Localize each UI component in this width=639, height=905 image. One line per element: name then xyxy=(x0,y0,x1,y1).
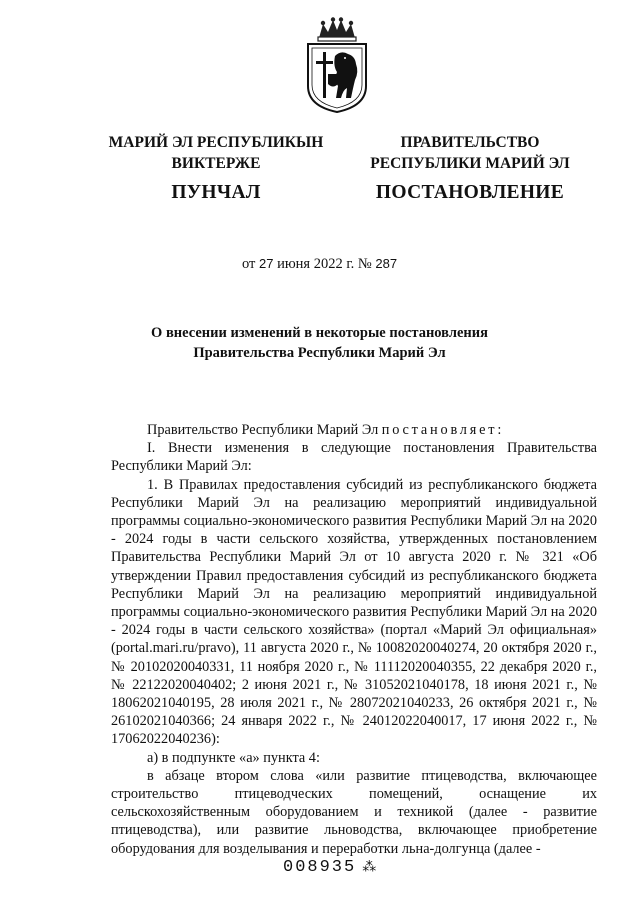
date-month-year: июня 2022 г. № xyxy=(277,256,372,272)
subitem-a-paragraph: а) в подпункте «а» пункта 4: xyxy=(147,749,320,766)
serial-number: 008935 xyxy=(283,858,357,877)
document-date xyxy=(0,256,639,273)
header-right-block xyxy=(345,132,595,206)
header-right-line1: ПРАВИТЕЛЬСТВО xyxy=(400,134,540,151)
title-line1: О внесении изменений в некоторые постановления xyxy=(151,325,488,341)
preamble-text: Правительство Республики Марий Эл xyxy=(147,422,382,438)
preamble-decree-word: постановляет xyxy=(381,422,498,438)
header-left-block xyxy=(96,132,336,206)
item-one-paragraph: 1. В Правилах предоставления субсидий из республиканского бюджета Республики Марий Эл на реализацию мероприятий индивидуальной программы социально-экономического развития Республики Марий Эл на 2020 - 2024 годы в части сельского хозяйства, утвержденных постановлением Правительства Республики Марий Эл от 10 августа 2020 г. № 321 «Об утверждении Правил предоставления субсидий из республиканского бюджета Республики Марий Эл на реализацию мероприятий индивидуальной программы социально-экономического развития Республики Марий Эл на 2020 - 2024 годы в части сельского хозяйства» (портал «Марий Эл официальная» (portal.mari.ru/pravo), 11 августа 2020 г., № 10082020040274, 20 октября 2020 г., № 20102020040331, 11 ноября 2020 г., № 11112020040355, 22 декабря 2020 г., № 22122020040402; 2 июня 2021 г., № 31052021040178, 18 июня 2021 г., № 18062021040195, 28 июля 2021 г., № 28072021040233, 26 октября 2021 г., № 26102021040366; 24 января 2022 г., № 24012022040017, 17 июня 2022 г., № 17062022040236): xyxy=(111,476,597,748)
date-prefix: от xyxy=(241,256,256,272)
header-right-doc-type: ПОСТАНОВЛЕНИЕ xyxy=(375,182,565,203)
serial-number-stamp xyxy=(283,858,376,877)
header-left-line1: МАРИЙ ЭЛ РЕСПУБЛИКЫН xyxy=(108,134,324,151)
title-line2: Правительства Республики Марий Эл xyxy=(193,345,446,361)
header-left-doc-type: ПУНЧАЛ xyxy=(171,182,261,203)
preamble-paragraph xyxy=(111,421,597,439)
header-left-line2: ВИКТЕРЖЕ xyxy=(171,155,261,172)
header-right-line2: РЕСПУБЛИКИ МАРИЙ ЭЛ xyxy=(370,155,570,172)
stamp-mark-icon: ⁂ xyxy=(362,860,377,876)
amendment-paragraph: в абзаце втором слова «или развитие птицеводства, включающее строительство птицеводческих помещений, оснащение их сельскохозяйственным оборудованием и техникой (далее - развитие птицеводства), или развитие льноводства, включающее приобретение оборудования для возделывания и переработки льна-долгунца (далее - xyxy=(111,767,597,857)
section-one-paragraph: I. Внести изменения в следующие постановления Правительства Республики Марий Эл: xyxy=(111,440,597,475)
document-number: 287 xyxy=(375,256,398,271)
coat-of-arms-emblem xyxy=(301,16,373,114)
document-body xyxy=(111,421,597,858)
preamble-colon: : xyxy=(497,422,502,438)
document-title xyxy=(0,323,639,363)
date-day: 27 xyxy=(258,256,274,271)
